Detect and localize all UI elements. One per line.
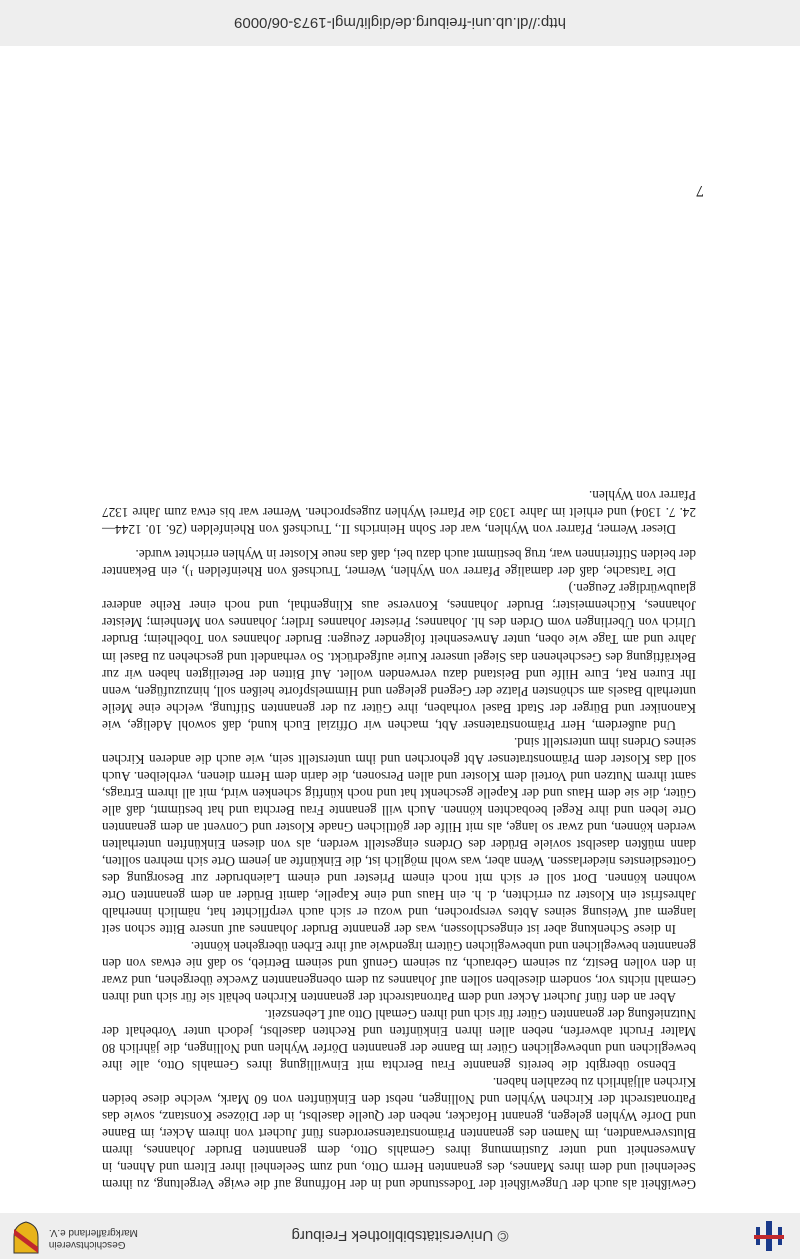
- paragraph-2: Ebenso übergibt die bereits genannte Frau Berchta mit Einwilligung ihres Gemahls Otto, alle ihre beweglichen und unbeweglichen Güter im Banne der genannten Dörfer Wyhlen und Nollingen, die jährlich 80 Malter Frucht abwerfen, neben allen ihren Einkünften und Rechten daselbst, jedoch unter Vorbehalt der Nutznießung der genannten Güter für sich und ihren Gemahl Otto auf Lebenszeit.: [102, 1006, 696, 1073]
- society-line2: Markgräflerland e.V.: [48, 1227, 138, 1238]
- paragraph-5: Und außerdem, Herr Prämonstratenser Abt, machen wir Offizial Euch kund, daß sowohl Adelige, wie Kanoniker und Bürger der Stadt Basel vorhaben, ihre Güter zu der genannten Stiftung, welche eine Meile unterhalb Basels am schönsten Platze der Gegend gelegen und Himmelspforte heißen soll, hinzuzufügen, wenn Ihr Euren Rat, Eure Hilfe und Beistand dazu verwenden wollet. Auf Bitten der Beteiligten haben wir zur Bekräftigung des Geschehenen das Siegel unserer Kurie aufgedrückt. So verhandelt und geschehen zu Basel im Jahre und am Tage wie oben, unter Anwesenheit folgender Zeugen: Bruder Johannes von Tobelheim; Bruder Ulrich von Überlingen vom Orden des hl. Johannes; Priester Johannes Irdler; Johannes von Menheim; Meister Johannes, Küchenmeister; Bruder Johannes, Konverse aus Klingenthal, und noch einer Reihe anderer glaubwürdiger Zeugen.): [102, 581, 696, 733]
- footnote-text: Dieser Werner, Pfarrer von Wyhlen, war der Sohn Heinrichs II., Truchseß von Rheinfelden (26. 10. 1244—24. 7. 1304) und erhielt im Jahre 1303 die Pfarrei Wyhlen zugesprochen. Werner war bis etwa zum Jahre 1327 Pfarrer von Wyhlen.: [102, 488, 696, 538]
- header-bar: [0, 1213, 800, 1259]
- society-crest-icon: [12, 1221, 40, 1255]
- paragraph-6: Die Tatsache, daß der damalige Pfarrer von Wyhlen, Werner, Truchseß von Rheinfelden ¹), ein Bekannter der beiden Stifterinnen war, trug bestimmt auch dazu bei, daß das neue Kloster in Wyhlen errichtet wurde.: [102, 547, 696, 580]
- paragraph-1: Gewißheit als auch der Ungewißheit der Todesstunde und in der Hoffnung auf die ewige Vergeltung, zu ihrem Seelenheil und dem ihres Mannes, des genannten Herrn Otto, und zum Seelenheil ihrer Eltern und Ahnen, in Anwesenheit und unter Zustimmung ihres Gemahls Otto, dem genannten Bruder Johannes, ihrem Blutsverwandten, im Namen des genannten Prämonstratenserordens fünf Juchert von ihrem Acker, im Banne und Dorfe Wyhlen gelegen, genannt Hofacker, neben der Quelle daselbst, in der Diözese Konstanz, sowie das Patronatsrecht der Kirchen Wyhlen und Nollingen, nebst den Einkünften von 60 Mark, welche diese beiden Kirchen alljährlich zu bezahlen haben.: [102, 1074, 696, 1192]
- paragraph-3: Aber an den fünf Juchert Acker und dem Patronatsrecht der genannten Kirchen behält sie für sich und ihren Gemahl nichts vor, sondern dieselben sollen auf Johannes zu dem obengenannten Zwecke übergehen, und zwar in den vollen Besitz, zu seinem Gebrauch, zu seinem Genuß und seinem Betrieb, so daß nie etwas von den genannten beweglichen und unbeweglichen Gütern irgendwie auf ihre Erben übergehen könnte.: [102, 938, 696, 1005]
- page-number: 7: [696, 182, 704, 199]
- footer-bar: [0, 0, 800, 46]
- document-body: [102, 487, 696, 1193]
- footnote: [102, 487, 696, 538]
- society-line1: Geschichtsverein: [48, 1239, 126, 1250]
- library-copyright: © Universitätsbibliothek Freiburg: [291, 1227, 509, 1245]
- paragraph-4: In diese Schenkung aber ist eingeschlossen, was der genannte Bruder Johannes auf unsere Bitte schon seit langem auf Weisung seines Abtes versprochen, und wozu er sich auch verpflichtet hat, nämlich innerhalb Jahresfrist ein Kloster zu errichten, d. h. ein Haus und eine Kapelle, damit Brüder an dem genannten Orte wohnen können. Dort soll er sich mit noch einem Priester und einem Laienbruder zur Besorgung des Gottesdienstes niederlassen. Wenn aber, was wohl möglich ist, die Einkünfte an jenem Orte sich mehren sollten, dann müßten daselbst soviele Brüder des Ordens eingestellt werden, als von diesen Einkünften unterhalten werden können, und zwar so lange, als mit Hilfe der göttlichen Gnade Kloster und Convent an dem genannten Orte leben und ihre Regel beobachten können. Auch will genannte Frau Berchta und hat bestimmt, daß alle Güter, die sie dem Haus und der Kapelle geschenkt hat und noch künftig schenken wird, mit all ihrem Ertrags, samt ihrem Nutzen und Vorteil dem Kloster und allen Personen, die darin dem Herrn dienen, verbleiben. Auch soll das Kloster dem Prämonstratenser Abt gehorchen und ihm unterstellt sein, wie auch die anderen Kirchen seines Ordens ihm unterstellt sind.: [102, 734, 696, 937]
- footer-center: [0, 0, 800, 46]
- society-block: [12, 1221, 138, 1255]
- document-url-link[interactable]: http://dl.ub.uni-freiburg.de/diglit/mgl-1973-06/0009: [234, 14, 566, 32]
